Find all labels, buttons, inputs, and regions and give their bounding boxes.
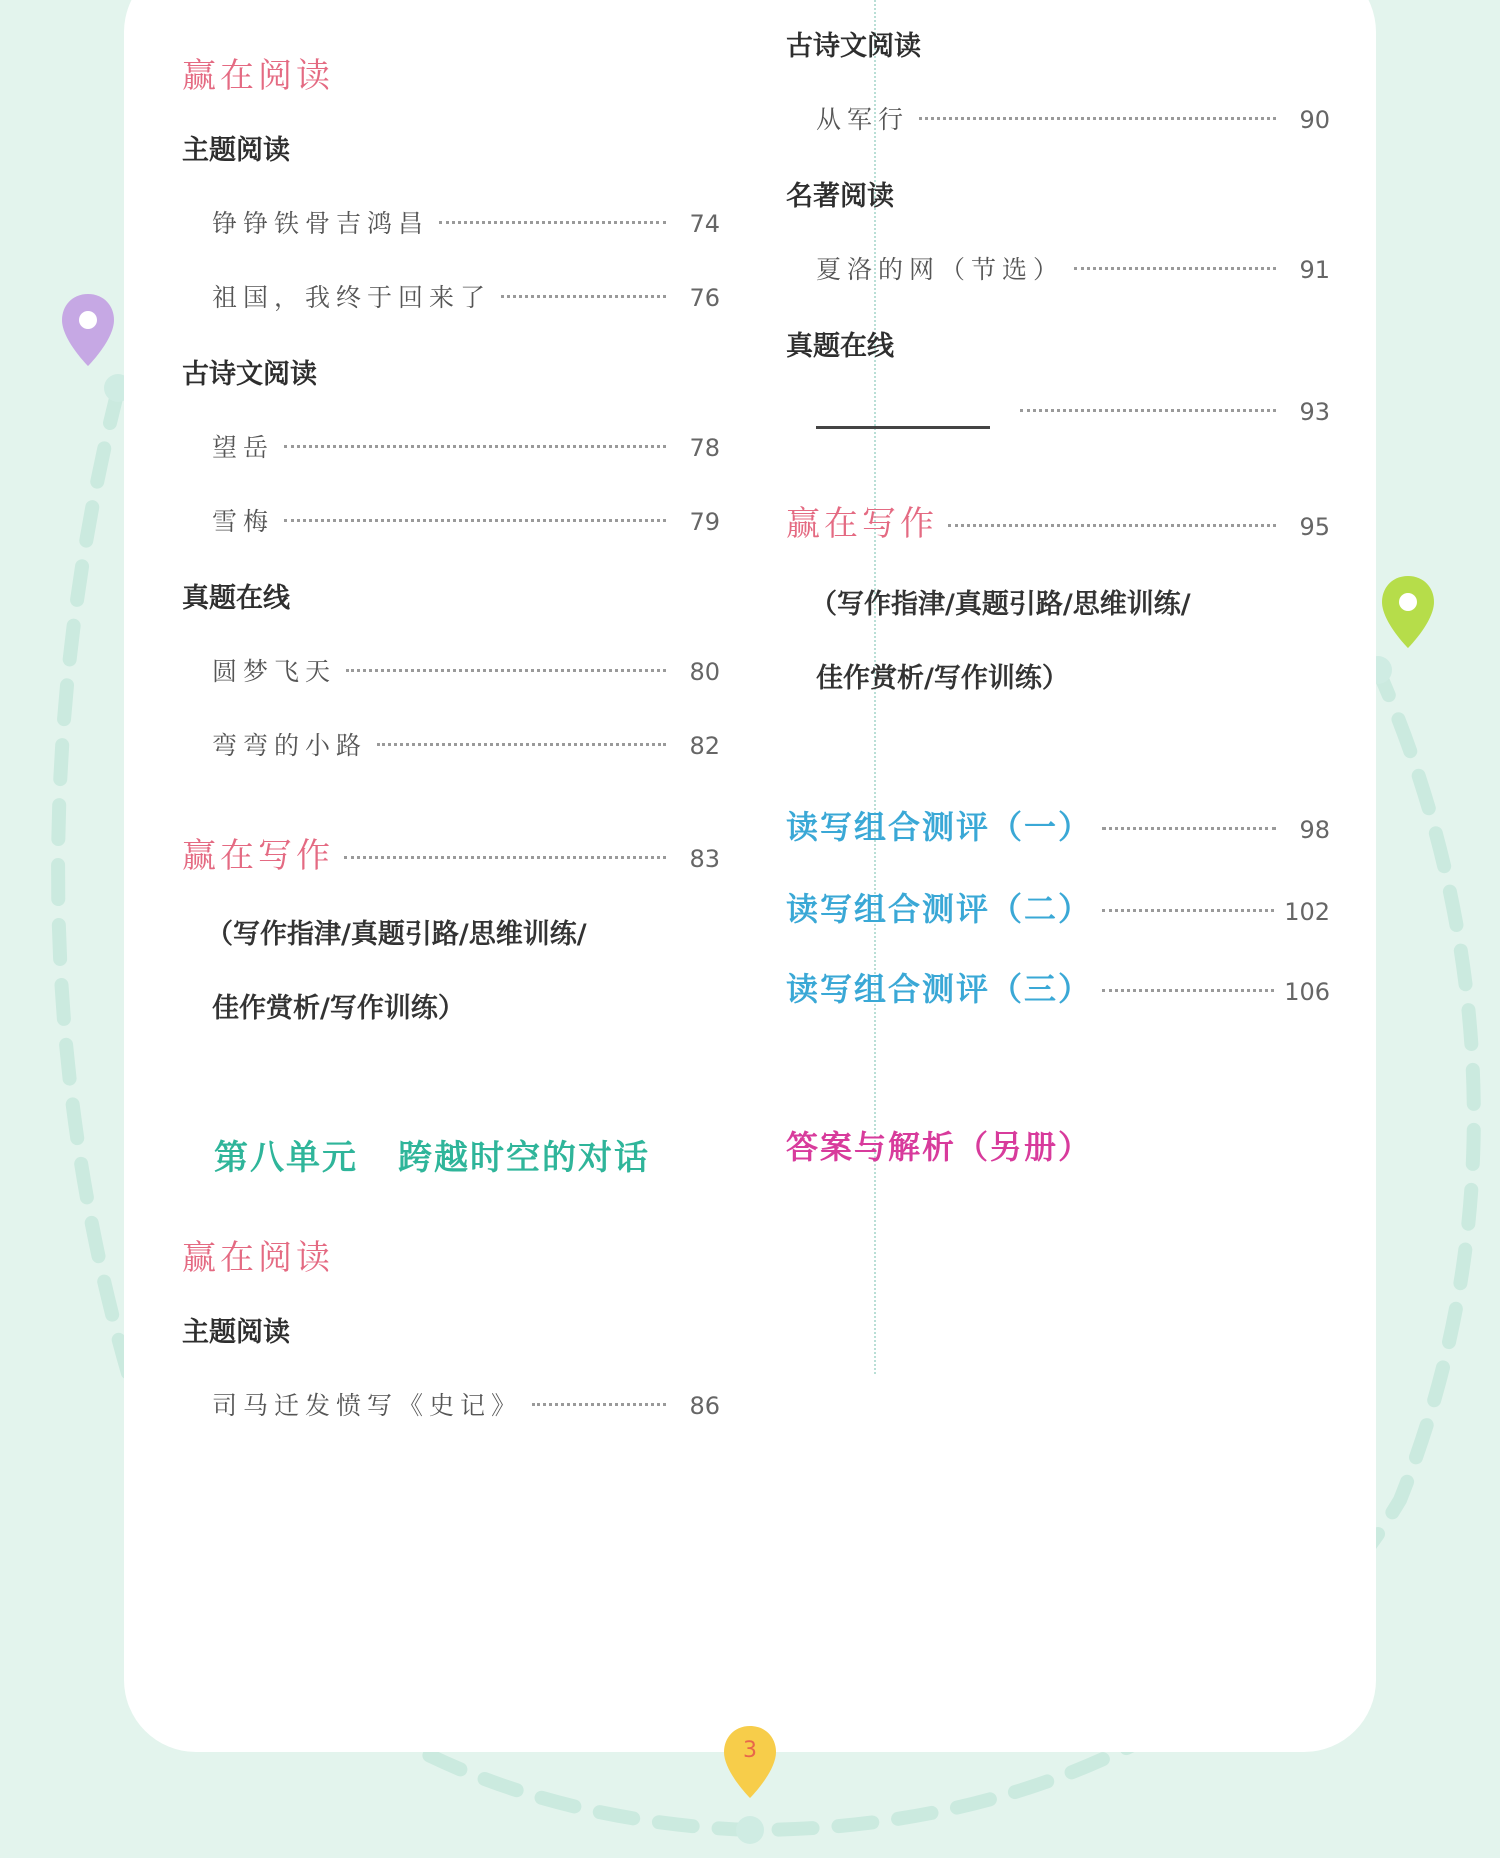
- writing-note: （写作指津/真题引路/思维训练/: [206, 919, 587, 950]
- toc-entry-test[interactable]: [786, 802, 1330, 848]
- page-number: 90: [1299, 106, 1330, 134]
- content-card: [124, 0, 1376, 1752]
- page-number: 86: [689, 1392, 720, 1420]
- page-number: 106: [1284, 978, 1330, 1006]
- entry-title: 雪梅: [212, 507, 275, 536]
- page-number: 78: [689, 434, 720, 462]
- leader-dots: [919, 117, 1276, 120]
- test-title: 读写组合测评（一）: [786, 808, 1093, 846]
- writing-note: 佳作赏析/写作训练）: [816, 663, 1069, 694]
- section-title-win-reading: 赢在阅读: [182, 1238, 334, 1278]
- leader-dots: [532, 1403, 666, 1406]
- test-title: 读写组合测评（二）: [786, 890, 1093, 928]
- leader-dots: [1020, 409, 1276, 412]
- page-number-pin-icon: [720, 1722, 780, 1802]
- leader-dots: [1074, 267, 1276, 270]
- leader-dots: [346, 669, 666, 672]
- page-number: 80: [689, 658, 720, 686]
- page-number: 82: [689, 732, 720, 760]
- section-title-win-writing: 赢在写作: [182, 836, 334, 876]
- leader-dots: [439, 221, 666, 224]
- page-number: 79: [689, 508, 720, 536]
- toc-entry[interactable]: [212, 428, 720, 464]
- page-number: 98: [1299, 816, 1330, 844]
- page-number: 102: [1284, 898, 1330, 926]
- entry-title: 从军行: [816, 105, 910, 134]
- leader-dots: [501, 295, 666, 298]
- toc-entry[interactable]: [212, 652, 720, 688]
- toc-entry[interactable]: [816, 250, 1330, 286]
- toc-entry-win-writing[interactable]: [182, 828, 720, 877]
- unit-theme: 跨越时空的对话: [398, 1138, 650, 1178]
- toc-entry[interactable]: [1010, 398, 1330, 426]
- page-number: 93: [1299, 398, 1330, 426]
- section-title-win-writing: 赢在写作: [786, 504, 938, 544]
- answers-title[interactable]: 答案与解析（另册）: [786, 1128, 1093, 1166]
- category-title-theme-reading: 主题阅读: [182, 1317, 290, 1348]
- page-number: 83: [689, 845, 720, 873]
- writing-note: （写作指津/真题引路/思维训练/: [810, 589, 1191, 620]
- blank-title-line: [816, 426, 990, 429]
- entry-title: 祖国，我终于回来了: [212, 283, 492, 312]
- leader-dots: [1102, 989, 1274, 992]
- category-title-classical-reading: 古诗文阅读: [182, 359, 317, 390]
- category-title-real-exam-online: 真题在线: [182, 583, 290, 614]
- toc-entry[interactable]: [816, 100, 1330, 136]
- toc-entry-test[interactable]: [786, 884, 1330, 930]
- toc-entry[interactable]: [212, 726, 720, 762]
- entry-title: 铮铮铁骨吉鸿昌: [212, 209, 430, 238]
- purple-location-pin-icon: [58, 290, 118, 370]
- leader-dots: [1102, 909, 1274, 912]
- toc-entry[interactable]: [212, 502, 720, 538]
- leader-dots: [1102, 827, 1276, 830]
- unit-label: 第八单元: [214, 1138, 358, 1178]
- toc-entry[interactable]: [212, 204, 720, 240]
- entry-title: 弯弯的小路: [212, 731, 368, 760]
- page-number-label: 3: [743, 1738, 757, 1763]
- page-number: 91: [1299, 256, 1330, 284]
- page-number: 74: [689, 210, 720, 238]
- page-number: 95: [1299, 513, 1330, 541]
- entry-title: 司马迁发愤写《史记》: [212, 1391, 523, 1420]
- category-title-theme-reading: 主题阅读: [182, 135, 290, 166]
- entry-title: 圆梦飞天: [212, 657, 337, 686]
- section-title-win-reading: 赢在阅读: [182, 56, 334, 96]
- entry-title: 夏洛的网（节选）: [816, 255, 1065, 284]
- leader-dots: [377, 743, 666, 746]
- leader-dots: [344, 856, 666, 859]
- toc-entry-test[interactable]: [786, 964, 1330, 1010]
- green-location-pin-icon: [1378, 572, 1438, 652]
- entry-title: 望岳: [212, 433, 275, 462]
- unit-heading: [214, 1130, 650, 1179]
- writing-note: 佳作赏析/写作训练）: [212, 993, 465, 1024]
- toc-entry-win-writing[interactable]: [786, 496, 1330, 545]
- toc-entry[interactable]: [212, 1386, 720, 1422]
- test-title: 读写组合测评（三）: [786, 970, 1093, 1008]
- leader-dots: [284, 519, 666, 522]
- page-number: 76: [689, 284, 720, 312]
- category-title-classical-reading: 古诗文阅读: [786, 31, 921, 62]
- leader-dots: [284, 445, 666, 448]
- category-title-real-exam-online: 真题在线: [786, 331, 894, 362]
- category-title-classics-reading: 名著阅读: [786, 181, 894, 212]
- leader-dots: [948, 524, 1276, 527]
- toc-entry[interactable]: [212, 278, 720, 314]
